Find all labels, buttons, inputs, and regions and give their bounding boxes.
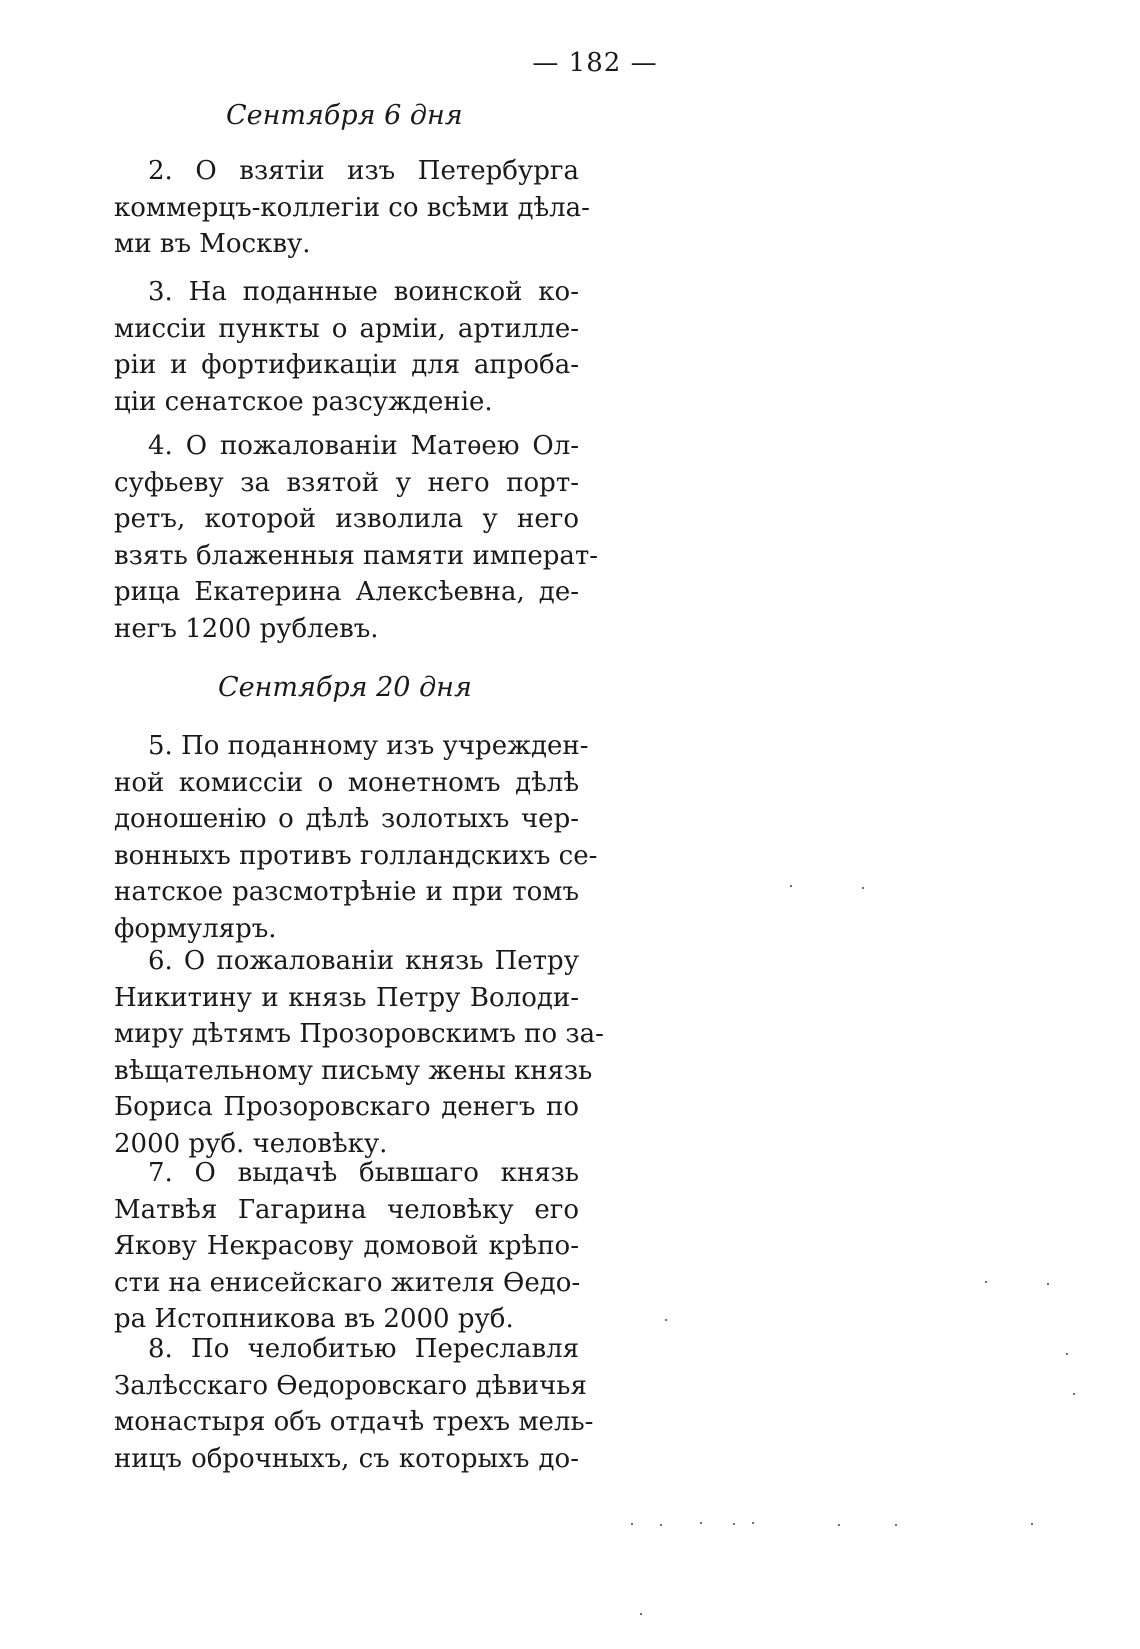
text-line: 6. О пожалованіи князь Петру — [148, 946, 579, 976]
text-line: монастыря объ отдачѣ трехъ мель- — [114, 1407, 594, 1437]
scan-speck — [1073, 1393, 1075, 1395]
text-line: 5. По поданному изъ учрежден- — [148, 731, 589, 761]
paragraph — [114, 943, 604, 1162]
scan-speck — [640, 1613, 642, 1615]
scan-speck — [895, 1524, 897, 1526]
text-line: ретъ, которой изволила у него — [114, 504, 579, 534]
text-line: Бориса Прозоровскаго денегъ по — [114, 1092, 579, 1122]
scan-speck — [660, 1524, 662, 1526]
text-line: 8. По челобитью Переславля — [148, 1334, 579, 1364]
text-line: 3. На поданные воинской ко- — [148, 277, 579, 307]
text-line: Матвѣя Гагарина человѣку его — [114, 1194, 579, 1225]
text-line: 2000 руб. человѣку. — [114, 1128, 388, 1159]
scan-speck — [862, 887, 864, 889]
text-line: 4. О пожалованіи Матѳею Ол- — [148, 431, 579, 461]
scan-speck — [985, 1281, 987, 1283]
text-line: Никитину и князь Петру Володи- — [114, 982, 579, 1013]
text-line: 7. О выдачѣ бывшаго князь — [148, 1158, 579, 1188]
text-line: ми въ Москву. — [114, 229, 311, 259]
scan-speck — [838, 1524, 840, 1526]
scan-speck — [790, 885, 792, 887]
paragraph — [114, 1155, 579, 1338]
scan-speck — [665, 1319, 667, 1321]
text-line: натское разсмотрѣніе и при томъ — [114, 877, 579, 907]
text-line: вѣщательному письму жены князь — [114, 1055, 593, 1086]
scan-speck — [700, 1522, 702, 1524]
text-line: сти на енисейскаго жителя Ѳедо- — [114, 1267, 581, 1298]
scan-speck — [1047, 1283, 1049, 1285]
paragraph — [114, 153, 590, 263]
text-line: ра Истопникова въ 2000 руб. — [114, 1304, 514, 1334]
text-line: коммерцъ-коллегіи со всѣми дѣла- — [114, 192, 590, 223]
text-line: миру дѣтямъ Прозоровскимъ по за- — [114, 1019, 604, 1049]
paragraph — [114, 728, 598, 947]
date-heading: Сентября 20 дня — [218, 672, 472, 703]
text-line: формуляръ. — [114, 913, 277, 944]
scan-speck — [752, 1522, 754, 1524]
paragraph — [114, 1331, 594, 1477]
text-line: рица Екатерина Алексѣевна, де- — [114, 577, 579, 607]
scan-speck — [631, 1523, 633, 1525]
text-line: ціи сенатское разсужденіе. — [114, 386, 493, 417]
text-line: 2. О взятіи изъ Петербурга — [148, 156, 579, 186]
text-line: Залѣсскаго Ѳедоровскаго дѣвичья — [114, 1370, 587, 1401]
scan-speck — [1066, 1353, 1068, 1355]
text-line: ной комиссіи о монетномъ дѣлѣ — [114, 767, 579, 798]
date-heading: Сентября 6 дня — [226, 100, 463, 131]
paragraph — [114, 274, 579, 420]
text-line: вонныхъ противъ голландскихъ се- — [114, 840, 598, 871]
scan-speck — [1031, 1523, 1033, 1525]
text-line: Якову Некрасову домовой крѣпо- — [114, 1231, 579, 1261]
scan-speck — [733, 1523, 735, 1525]
text-line: миссіи пункты о арміи, артилле- — [114, 313, 579, 344]
text-line: доношенію о дѣлѣ золотыхъ чер- — [114, 804, 579, 834]
text-line: взять блаженныя памяти императ- — [114, 540, 599, 571]
text-line: негъ 1200 рублевъ. — [114, 613, 379, 644]
text-line: ріи и фортификаціи для апроба- — [114, 350, 579, 380]
text-line: ницъ оброчныхъ, съ которыхъ до- — [114, 1443, 579, 1474]
paragraph — [114, 428, 599, 647]
page-number: — 182 — — [532, 48, 658, 78]
text-line: суфьеву за взятой у него порт- — [114, 467, 579, 498]
